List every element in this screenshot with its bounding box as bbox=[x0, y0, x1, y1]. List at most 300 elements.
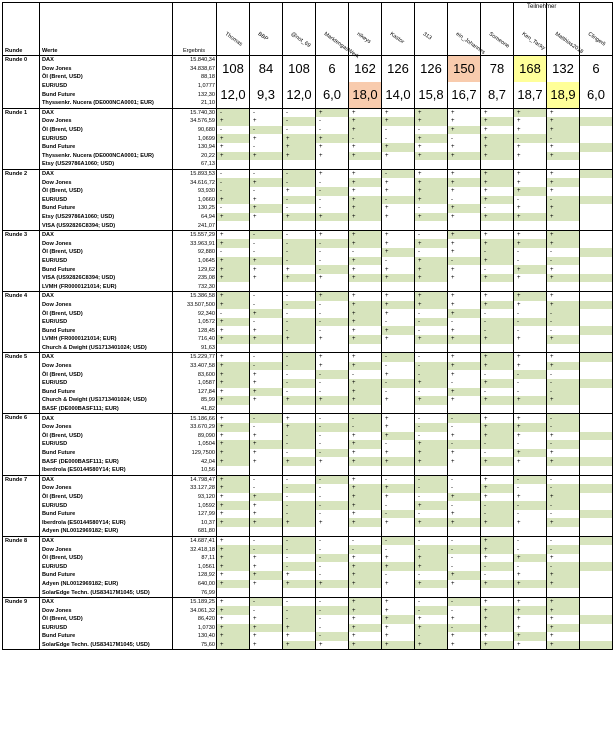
prediction-mark: + bbox=[382, 204, 415, 213]
runde-label: Runde 9 bbox=[3, 597, 40, 650]
prediction-mark: - bbox=[547, 248, 580, 257]
round-row bbox=[3, 449, 613, 458]
prediction-mark: - bbox=[250, 230, 283, 239]
round-row bbox=[3, 545, 613, 554]
prediction-mark: - bbox=[415, 423, 448, 432]
prediction-mark: - bbox=[316, 423, 349, 432]
prediction-mark: - bbox=[448, 423, 481, 432]
prediction-mark: + bbox=[382, 335, 415, 344]
ergebnis-value: 34.061,32 bbox=[173, 606, 217, 615]
prediction-mark: + bbox=[514, 117, 547, 126]
prediction-mark: + bbox=[349, 126, 382, 135]
total-points: 108 bbox=[283, 56, 316, 82]
prediction-mark: + bbox=[250, 326, 283, 335]
prediction-mark bbox=[217, 344, 250, 353]
prediction-mark: + bbox=[316, 152, 349, 161]
prediction-mark: + bbox=[349, 449, 382, 458]
werte-name: Öl (Brent, USD) bbox=[40, 126, 173, 135]
ergebnis-value: 129,7500 bbox=[173, 449, 217, 458]
prediction-mark: - bbox=[382, 475, 415, 484]
round-row bbox=[3, 396, 613, 405]
prediction-mark bbox=[580, 282, 613, 291]
prediction-mark: + bbox=[250, 117, 283, 126]
prediction-mark: - bbox=[514, 510, 547, 519]
prediction-mark: - bbox=[448, 554, 481, 563]
prediction-mark: - bbox=[283, 301, 316, 310]
prediction-mark: + bbox=[217, 326, 250, 335]
prediction-mark: - bbox=[316, 309, 349, 318]
prediction-mark bbox=[382, 282, 415, 291]
round-row bbox=[3, 388, 613, 397]
prediction-mark: - bbox=[316, 370, 349, 379]
prediction-mark bbox=[547, 466, 580, 475]
prediction-mark: + bbox=[217, 562, 250, 571]
participant-name: nikeys bbox=[355, 31, 372, 46]
prediction-mark: + bbox=[415, 301, 448, 310]
ergebnis-value: 1,0561 bbox=[173, 562, 217, 571]
prediction-mark: + bbox=[448, 108, 481, 117]
prediction-mark: + bbox=[250, 641, 283, 650]
prediction-mark: - bbox=[217, 169, 250, 178]
prediction-mark: + bbox=[349, 615, 382, 624]
prediction-mark: + bbox=[316, 518, 349, 527]
prediction-mark: + bbox=[250, 432, 283, 441]
prediction-mark: - bbox=[382, 134, 415, 143]
prediction-mark: - bbox=[481, 309, 514, 318]
prediction-mark: + bbox=[514, 362, 547, 371]
prediction-mark: + bbox=[547, 571, 580, 580]
prediction-mark: - bbox=[283, 318, 316, 327]
prediction-mark: + bbox=[382, 580, 415, 589]
prediction-mark: - bbox=[547, 134, 580, 143]
prediction-mark: + bbox=[448, 510, 481, 519]
werte-name: EUR/USD bbox=[40, 379, 173, 388]
prediction-mark: + bbox=[217, 510, 250, 519]
prediction-mark: + bbox=[481, 152, 514, 161]
prediction-mark: + bbox=[217, 196, 250, 205]
prediction-mark bbox=[580, 527, 613, 536]
prediction-mark: + bbox=[481, 178, 514, 187]
prediction-mark: + bbox=[349, 571, 382, 580]
prediction-mark: + bbox=[514, 632, 547, 641]
prediction-mark: + bbox=[547, 432, 580, 441]
prediction-mark bbox=[283, 344, 316, 353]
prediction-mark: + bbox=[217, 134, 250, 143]
round-row bbox=[3, 108, 613, 117]
prediction-mark: + bbox=[349, 353, 382, 362]
prediction-mark: - bbox=[283, 388, 316, 397]
werte-name: Etsy (US29786A1060; USD) bbox=[40, 160, 173, 169]
participant-name: Clingerli bbox=[586, 31, 607, 48]
prediction-mark: + bbox=[448, 580, 481, 589]
prediction-mark: + bbox=[481, 117, 514, 126]
prediction-mark: - bbox=[514, 501, 547, 510]
prediction-mark bbox=[382, 588, 415, 597]
prediction-mark bbox=[514, 160, 547, 169]
participant-name: Someone bbox=[487, 31, 511, 50]
prediction-mark: + bbox=[382, 326, 415, 335]
werte-name: Öl (Brent, USD) bbox=[40, 615, 173, 624]
prediction-mark bbox=[580, 143, 613, 152]
prediction-mark: + bbox=[349, 580, 382, 589]
prediction-mark: + bbox=[481, 632, 514, 641]
prediction-mark: + bbox=[415, 292, 448, 301]
prediction-mark: - bbox=[283, 370, 316, 379]
prediction-mark: + bbox=[349, 335, 382, 344]
werte-name: DAX bbox=[40, 56, 173, 65]
teilnehmer-label: Teilnehmer bbox=[527, 4, 557, 10]
ergebnis-value: 14.798,47 bbox=[173, 475, 217, 484]
prediction-mark: + bbox=[415, 213, 448, 222]
round-row bbox=[3, 196, 613, 205]
prediction-mark: - bbox=[481, 265, 514, 274]
prediction-mark bbox=[415, 221, 448, 230]
prediction-mark: - bbox=[283, 292, 316, 301]
prediction-mark: - bbox=[547, 423, 580, 432]
prediction-mark: - bbox=[250, 108, 283, 117]
prediction-mark: - bbox=[283, 562, 316, 571]
participant-header bbox=[514, 3, 547, 56]
werte-name: DAX bbox=[40, 414, 173, 423]
prediction-mark: - bbox=[283, 108, 316, 117]
prediction-mark bbox=[580, 432, 613, 441]
prediction-mark: + bbox=[547, 632, 580, 641]
prediction-mark: + bbox=[415, 396, 448, 405]
prediction-mark: + bbox=[349, 396, 382, 405]
prediction-mark: + bbox=[316, 362, 349, 371]
prediction-mark: + bbox=[217, 580, 250, 589]
prediction-mark: + bbox=[217, 571, 250, 580]
prediction-mark: + bbox=[217, 301, 250, 310]
prediction-mark bbox=[580, 423, 613, 432]
prediction-mark: + bbox=[547, 265, 580, 274]
prediction-mark: + bbox=[415, 169, 448, 178]
prediction-mark: - bbox=[316, 562, 349, 571]
prediction-mark: + bbox=[448, 169, 481, 178]
prediction-mark: + bbox=[217, 388, 250, 397]
werte-name: Thyssenkr. Nucera (DE000NCA0001; EUR) bbox=[40, 99, 173, 108]
prediction-mark: + bbox=[481, 545, 514, 554]
ergebnis-value: 15.189,25 bbox=[173, 597, 217, 606]
prediction-mark: - bbox=[349, 370, 382, 379]
werte-name: Bund Future bbox=[40, 326, 173, 335]
prediction-mark: - bbox=[250, 362, 283, 371]
round-row bbox=[3, 536, 613, 545]
prediction-mark bbox=[580, 641, 613, 650]
prediction-mark: - bbox=[514, 484, 547, 493]
prediction-mark bbox=[283, 221, 316, 230]
prediction-mark: + bbox=[349, 597, 382, 606]
prediction-mark: + bbox=[547, 353, 580, 362]
ergebnis-value: 1,0592 bbox=[173, 501, 217, 510]
prediction-mark: - bbox=[547, 501, 580, 510]
werte-name: Iberdrola (ES0144580Y14; EUR) bbox=[40, 518, 173, 527]
prediction-mark: + bbox=[547, 301, 580, 310]
prediction-mark: + bbox=[250, 335, 283, 344]
prediction-mark bbox=[580, 388, 613, 397]
prediction-mark bbox=[349, 405, 382, 414]
prediction-mark: + bbox=[217, 292, 250, 301]
prediction-mark: + bbox=[415, 440, 448, 449]
prediction-mark: + bbox=[217, 257, 250, 266]
prediction-mark: - bbox=[283, 257, 316, 266]
round-row bbox=[3, 466, 613, 475]
prediction-mark: + bbox=[448, 213, 481, 222]
prediction-mark: - bbox=[283, 475, 316, 484]
prediction-mark: + bbox=[481, 169, 514, 178]
prediction-mark bbox=[580, 457, 613, 466]
prediction-mark: + bbox=[415, 152, 448, 161]
prediction-mark: + bbox=[415, 239, 448, 248]
prediction-mark: - bbox=[316, 449, 349, 458]
werte-name: DAX bbox=[40, 536, 173, 545]
ergebnis-value: 64,94 bbox=[173, 213, 217, 222]
prediction-mark: - bbox=[514, 134, 547, 143]
prediction-mark: + bbox=[514, 239, 547, 248]
prediction-mark bbox=[580, 606, 613, 615]
prediction-mark: - bbox=[415, 309, 448, 318]
werte-name: Öl (Brent, USD) bbox=[40, 370, 173, 379]
participant-name: BBP bbox=[256, 31, 270, 43]
prediction-mark: + bbox=[382, 449, 415, 458]
prediction-mark: - bbox=[250, 536, 283, 545]
prediction-mark bbox=[580, 501, 613, 510]
prediction-mark: + bbox=[448, 248, 481, 257]
prediction-mark bbox=[217, 527, 250, 536]
prediction-mark: + bbox=[514, 493, 547, 502]
prediction-mark: + bbox=[250, 274, 283, 283]
prediction-mark: - bbox=[250, 606, 283, 615]
prediction-mark: - bbox=[316, 475, 349, 484]
prediction-mark: + bbox=[415, 265, 448, 274]
prediction-mark: - bbox=[316, 117, 349, 126]
prediction-mark: + bbox=[217, 475, 250, 484]
prediction-mark: - bbox=[283, 484, 316, 493]
prediction-mark: - bbox=[514, 475, 547, 484]
prediction-mark bbox=[580, 318, 613, 327]
participant-name: @not_69 bbox=[289, 31, 312, 50]
prediction-mark: - bbox=[283, 169, 316, 178]
prediction-mark bbox=[250, 160, 283, 169]
prediction-mark: + bbox=[250, 457, 283, 466]
prediction-mark: + bbox=[514, 152, 547, 161]
prediction-mark: + bbox=[547, 187, 580, 196]
prediction-mark: + bbox=[382, 414, 415, 423]
prediction-mark: - bbox=[514, 248, 547, 257]
prediction-mark: + bbox=[349, 379, 382, 388]
prediction-mark bbox=[283, 282, 316, 291]
prediction-mark: + bbox=[349, 108, 382, 117]
ergebnis-value: 130,94 bbox=[173, 143, 217, 152]
prediction-mark bbox=[580, 379, 613, 388]
prediction-mark: - bbox=[514, 257, 547, 266]
prediction-mark: - bbox=[250, 545, 283, 554]
prediction-mark: - bbox=[316, 388, 349, 397]
prediction-mark: + bbox=[481, 134, 514, 143]
prediction-mark: - bbox=[547, 370, 580, 379]
prediction-mark: + bbox=[283, 396, 316, 405]
werte-name: Dow Jones bbox=[40, 301, 173, 310]
prediction-mark: - bbox=[481, 318, 514, 327]
prediction-mark: - bbox=[547, 326, 580, 335]
werte-name: Dow Jones bbox=[40, 178, 173, 187]
prediction-mark: + bbox=[217, 117, 250, 126]
prediction-mark: + bbox=[217, 239, 250, 248]
prediction-mark: + bbox=[349, 432, 382, 441]
prediction-mark: + bbox=[481, 126, 514, 135]
prediction-mark: + bbox=[349, 274, 382, 283]
runde0-row bbox=[3, 56, 613, 65]
prediction-mark bbox=[580, 326, 613, 335]
prediction-mark: - bbox=[547, 545, 580, 554]
prediction-mark bbox=[349, 466, 382, 475]
prediction-mark: - bbox=[316, 178, 349, 187]
prediction-mark: + bbox=[481, 396, 514, 405]
prediction-mark: + bbox=[316, 396, 349, 405]
prediction-mark: + bbox=[349, 117, 382, 126]
prediction-mark: - bbox=[316, 414, 349, 423]
runde-label: Runde 7 bbox=[3, 475, 40, 536]
prediction-mark: - bbox=[316, 493, 349, 502]
prediction-mark: + bbox=[217, 396, 250, 405]
prediction-mark: - bbox=[382, 318, 415, 327]
werte-name: DAX bbox=[40, 353, 173, 362]
prediction-mark: + bbox=[481, 213, 514, 222]
prediction-mark: - bbox=[349, 423, 382, 432]
prediction-mark: - bbox=[547, 196, 580, 205]
prediction-mark: + bbox=[448, 335, 481, 344]
prediction-mark: - bbox=[448, 257, 481, 266]
ergebnis-value: 87,11 bbox=[173, 554, 217, 563]
prediction-mark: + bbox=[217, 265, 250, 274]
ergebnis-value: 32.418,18 bbox=[173, 545, 217, 554]
ergebnis-value: 1,0699 bbox=[173, 134, 217, 143]
prediction-mark bbox=[382, 160, 415, 169]
prediction-mark: + bbox=[547, 292, 580, 301]
prediction-mark: - bbox=[481, 562, 514, 571]
prediction-mark: + bbox=[547, 335, 580, 344]
prediction-mark: + bbox=[349, 484, 382, 493]
prediction-mark bbox=[448, 405, 481, 414]
werte-name: Dow Jones bbox=[40, 606, 173, 615]
prediction-mark bbox=[250, 221, 283, 230]
prediction-mark: + bbox=[349, 362, 382, 371]
prediction-mark: - bbox=[415, 632, 448, 641]
werte-name: EUR/USD bbox=[40, 562, 173, 571]
prediction-mark: + bbox=[349, 457, 382, 466]
ergebnis-value: 1,0730 bbox=[173, 624, 217, 633]
total-points: 84 bbox=[250, 56, 283, 82]
prediction-mark: - bbox=[316, 501, 349, 510]
prediction-mark: - bbox=[250, 484, 283, 493]
prediction-mark: + bbox=[250, 370, 283, 379]
prediction-mark bbox=[580, 213, 613, 222]
prediction-mark bbox=[448, 282, 481, 291]
prediction-mark bbox=[316, 344, 349, 353]
prediction-mark: - bbox=[283, 536, 316, 545]
ergebnis-value: 90,680 bbox=[173, 126, 217, 135]
prediction-mark: + bbox=[448, 370, 481, 379]
prediction-mark bbox=[481, 466, 514, 475]
prediction-mark: + bbox=[316, 353, 349, 362]
round-row bbox=[3, 169, 613, 178]
werte-name: VISA (US92826C8394; USD) bbox=[40, 221, 173, 230]
prediction-mark: + bbox=[217, 370, 250, 379]
prediction-mark: + bbox=[481, 292, 514, 301]
prediction-mark: - bbox=[283, 597, 316, 606]
prediction-mark: + bbox=[514, 143, 547, 152]
prediction-mark: - bbox=[382, 353, 415, 362]
prediction-mark bbox=[349, 282, 382, 291]
prediction-mark: + bbox=[250, 257, 283, 266]
round-row bbox=[3, 615, 613, 624]
prediction-mark: + bbox=[448, 301, 481, 310]
prediction-mark: + bbox=[382, 493, 415, 502]
prediction-mark: + bbox=[514, 606, 547, 615]
ergebnis-value: 1,0587 bbox=[173, 379, 217, 388]
prediction-mark bbox=[580, 353, 613, 362]
participant-header bbox=[448, 3, 487, 56]
prediction-mark: + bbox=[481, 606, 514, 615]
ergebnis-value: 127,99 bbox=[173, 510, 217, 519]
prediction-mark: + bbox=[514, 187, 547, 196]
prediction-mark bbox=[580, 396, 613, 405]
round-row bbox=[3, 475, 613, 484]
prediction-mark bbox=[580, 449, 613, 458]
prediction-mark bbox=[481, 405, 514, 414]
ergebnis-value: 716,40 bbox=[173, 335, 217, 344]
prediction-mark: + bbox=[448, 641, 481, 650]
prediction-mark: - bbox=[415, 606, 448, 615]
prediction-mark: + bbox=[250, 554, 283, 563]
prediction-mark: + bbox=[217, 423, 250, 432]
prediction-mark bbox=[580, 475, 613, 484]
prediction-mark: + bbox=[250, 571, 283, 580]
prediction-mark: + bbox=[448, 432, 481, 441]
round-row bbox=[3, 624, 613, 633]
prediction-mark: - bbox=[415, 510, 448, 519]
ergebnis-value: 33.670,29 bbox=[173, 423, 217, 432]
prediction-mark bbox=[481, 344, 514, 353]
ergebnis-value: 89,090 bbox=[173, 432, 217, 441]
prediction-mark: + bbox=[547, 230, 580, 239]
ergebnis-value: 92,880 bbox=[173, 248, 217, 257]
total-points: 162 bbox=[349, 56, 382, 82]
round-row bbox=[3, 309, 613, 318]
average-points: 18,9 bbox=[547, 82, 580, 108]
round-row bbox=[3, 204, 613, 213]
prediction-mark: + bbox=[217, 143, 250, 152]
round-row bbox=[3, 432, 613, 441]
prediction-mark: - bbox=[382, 379, 415, 388]
prediction-mark: - bbox=[481, 388, 514, 397]
prediction-mark: - bbox=[481, 204, 514, 213]
prediction-mark: - bbox=[415, 536, 448, 545]
prediction-mark bbox=[514, 405, 547, 414]
prediction-mark bbox=[514, 344, 547, 353]
prediction-mark bbox=[382, 527, 415, 536]
werte-name: DAX bbox=[40, 597, 173, 606]
prediction-mark: + bbox=[448, 117, 481, 126]
prediction-mark: - bbox=[514, 309, 547, 318]
prediction-mark: - bbox=[283, 440, 316, 449]
prediction-mark bbox=[316, 466, 349, 475]
prediction-mark: - bbox=[382, 536, 415, 545]
runde-label: Runde 2 bbox=[3, 169, 40, 230]
participant-name: MarktengasWerk bbox=[322, 31, 360, 60]
prediction-mark: - bbox=[382, 440, 415, 449]
prediction-mark: + bbox=[514, 274, 547, 283]
